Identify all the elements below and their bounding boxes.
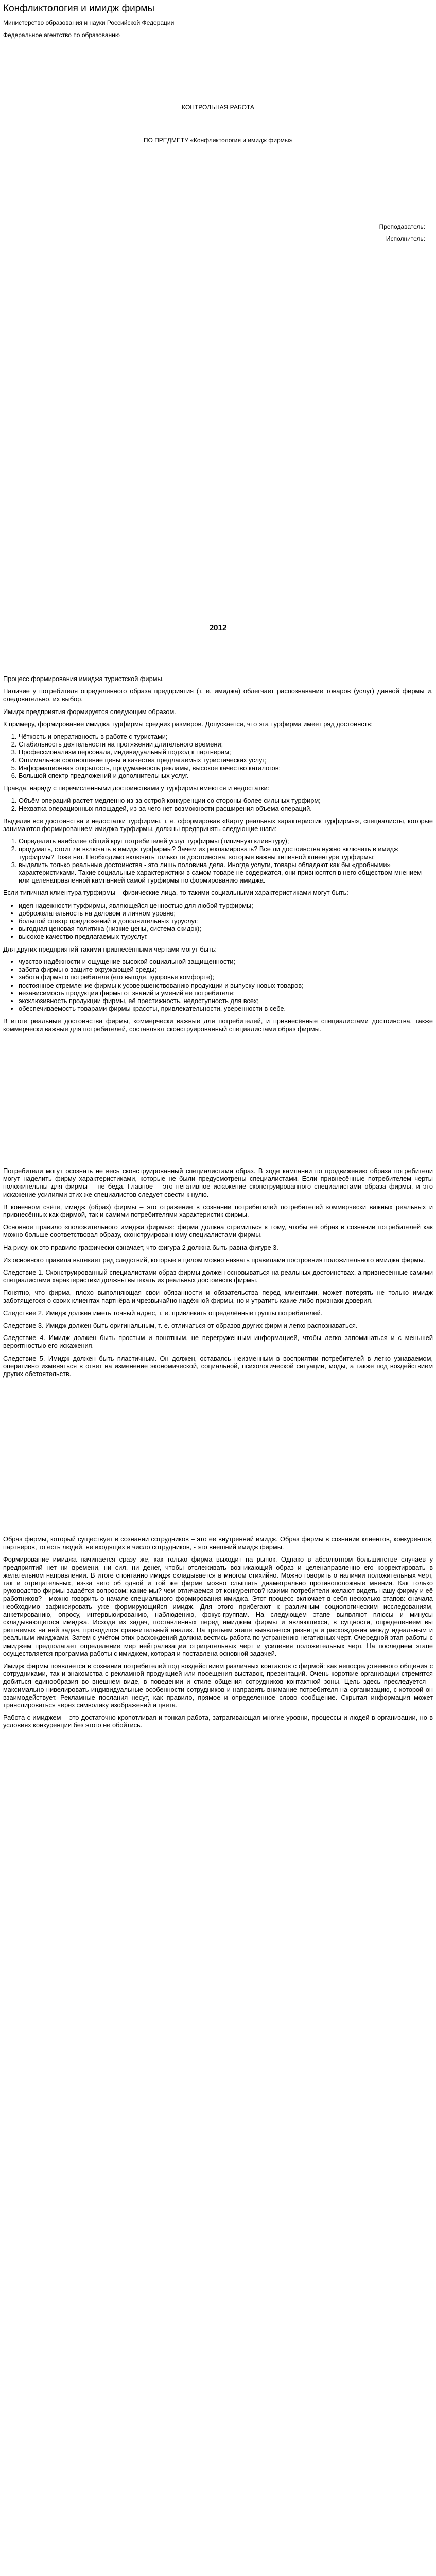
list-item: 3. Профессионализм персонала, индивидуальный подход к партнерам;	[19, 748, 433, 756]
paragraph: Понятно, что фирма, плохо выполняющая свои обязанности и обязательства перед клиентами, может потерять не только имидж заботящегося о своих клиентах партнёра и чрезвычайно надёжной фирмы, но и утратить какие-либо признаки доверия.	[3, 1289, 433, 1304]
agency-line: Федеральное агентство по образованию	[3, 31, 120, 39]
paragraph: Имидж предприятия формируется следующим образом.	[3, 707, 176, 716]
list-item: • чувство надёжности и ощущение высокой социальной защищенности;	[19, 958, 433, 965]
list-item: 2. Стабильность деятельности на протяжении длительного времени;	[19, 740, 433, 748]
list-item: • независимость продукции фирмы от знаний и умений её потребителя;	[19, 989, 433, 997]
list-item: 3. выделить только реальные достоинства - это лишь половина дела. Иногда услуги, товары обладают как бы «дробными» характеристиками. Такие социальные характеристики в самом товаре не содержатся, они привносятся в него обществом мнением или целенаправленной кампанией самой турфирмы по формированию имиджа.	[19, 861, 433, 885]
list-item: • обеспечиваемость товарами фирмы красоты, привлекательности, уверенности в себе.	[19, 1005, 433, 1012]
executor-label: Исполнитель:	[386, 235, 425, 242]
paragraph: Из основного правила вытекает ряд следствий, которые в целом можно назвать правилами построения положительного имиджа фирмы.	[3, 1256, 425, 1264]
paragraph: Следствие 5. Имидж должен быть пластичным. Он должен, оставаясь неизменным в восприятии потребителей в легко узнаваемом, оперативно изменяться в ответ на изменение экономической, социальной, психологической ситуации, моды, а также под воздействием других обстоятельств.	[3, 1354, 433, 1378]
teacher-label: Преподаватель:	[379, 223, 425, 230]
list-item: • постоянное стремление фирмы к усовершенствованию продукции и выпуску новых товаров;	[19, 981, 433, 989]
list-item: • большой спектр предложений и дополнительных туруслуг;	[19, 917, 433, 925]
paragraph: Следствие 3. Имидж должен быть оригинальным, т. е. отличаться от образов других фирм и легко распознаваться.	[3, 1321, 358, 1330]
list-item: • идея надежности турфирмы, являющейся ценностью для любой турфирмы;	[19, 902, 433, 909]
list-item: • эксклюзивность продукции фирмы, её престижность, недоступность для всех;	[19, 997, 433, 1005]
paragraph: Следствие 1. Сконструированный специалистами образ фирмы должен основываться на реальных достоинствах, а привнесённые самими специалистами характеристики должны вытекать из реальных достоинств фирмы.	[3, 1268, 433, 1284]
list-item: 2. продумать, стоит ли включать в имидж турфирмы? Зачем их рекламировать? Все ли достоинства нужно включать в имидж турфирмы? Тоже нет. Необходимо включить только те достоинства, которые важны типичной клиентуре турфирмы;	[19, 845, 433, 860]
paragraph: Наличие у потребителя определенного образа предприятия (т. е. имиджа) облегчает распознавание товаров (услуг) данной фирмы и, следовательно, их выбор.	[3, 687, 433, 703]
paragraph: Основное правило «положительного имиджа фирмы»: фирма должна стремиться к тому, чтобы её образ в сознании потребителей как можно больше соответствовал образу, сконструированному специалистами фирмы.	[3, 1223, 433, 1239]
subject-line: ПО ПРЕДМЕТУ «Конфликтология и имидж фирмы»	[143, 137, 293, 144]
list-item: 6. Большой спектр предложений и дополнительных услуг.	[19, 772, 433, 779]
paragraph: Работа с имиджем – это достаточно кропотливая и тонкая работа, затрагивающая многие уровни, процессы и людей в организации, но в условиях конкуренции без этого не обойтись.	[3, 1714, 433, 1730]
section-image-formation	[3, 675, 433, 1038]
list-item: • выгодная ценовая политика (низкие цены, система скидок);	[19, 925, 433, 933]
paragraph: Правда, наряду с перечисленными достоинствами у турфирмы имеются и недостатки:	[3, 784, 270, 792]
paragraph: Имидж фирмы появляется в сознании потребителей под воздействием различных контактов с фирмой: как непосредственного общения с сотрудниками, так и знакомства с рекламной продукцией или посещения выставок, презентаций. Очень короткие организации стремятся добиться единообразия во внешнем виде, в поведении и стиле общения сотрудников контактной зоны. Цель здесь преследуется – максимально нивелировать индивидуальные особенности сотрудников и направить внимание потребителя на организацию, с которой он взаимодействует. Рекламные послания несут, как правило, прямое и определенное слово сообщение. Скрытая информация может транслироваться через символику изображений и цвета.	[3, 1662, 433, 1709]
paragraph: Формирование имиджа начинается сразу же, как только фирма выходит на рынок. Однако в абсолютном большинстве случаев у предприятий нет ни времени, ни сил, ни денег, чтобы отслеживать возникающий образ и целенаправленно его корректировать в желательном направлении. В итоге спонтанно имидж складывается в многом стихийно. Можно говорить о наличии положительных черт, так и отрицательных, из-за чего об одной и той же фирме можно слышать диаметрально противоположные мнения. Как только руководство фирмы задаётся вопросом: какие мы? чем отличаемся от конкурентов? какими потребители желают видеть нашу фирму и её работников? - можно говорить о начале специального формирования имиджа. Этот процесс включает в себя несколько этапов: сначала необходимо зафиксировать уже формирующийся имидж. Для этого прибегают к различным социологическим исследованиям, анкетированию, опросу, интервьюированию, наблюдению, фокус-группам. На следующем этапе выявляют плюсы и минусы складывающегося имиджа. Исходя из задач, поставленных перед имиджем фирмы и являющихся, в сущности, определением вы решаемых на ней задач, проводится сравнительный анализ. На третьем этапе выявляется разница и расхождения между идеальным и реальным имиджами. Затем с учётом этих расхождений должна вестись работа по устранению негативных черт. Очередной этап работы с имиджем предполагает определение мер нейтрализации отрицательных черт и усиления положительных черт. На последнем этапе осуществляется программа работы с имиджем, которая и поставлена основной задачей.	[3, 1555, 433, 1657]
disadvantages-list	[3, 796, 433, 812]
work-type: КОНТРОЛЬНАЯ РАБОТА	[182, 104, 254, 111]
paragraph: Образ фирмы, который существует в сознании сотрудников – это ее внутренний имидж. Образ фирмы в сознании клиентов, конкурентов, партнеров, то есть людей, не входящих в число сотрудников, - это внешний имидж фирмы.	[3, 1535, 433, 1551]
paragraph: В итоге реальные достоинства фирмы, коммерчески важные для потребителей, и привнесённые специалистами достоинства, также коммерчески важные для потребителей, составляют сконструированный специалистами образ фирмы.	[3, 1017, 433, 1033]
list-item: • высокое качество предлагаемых туруслуг.	[19, 933, 433, 940]
paragraph: Следствие 2. Имидж должен иметь точный адрес, т. е. привлекать определённые группы потребителей.	[3, 1309, 323, 1317]
list-item: 4. Оптимальное соотношение цены и качества предлагаемых туристических услуг;	[19, 756, 433, 764]
list-item: • забота фирмы о защите окружающей среды;	[19, 965, 433, 973]
paragraph: На рисунок это правило графически означает, что фигура 2 должна быть равна фигуре 3.	[3, 1243, 278, 1251]
year: 2012	[209, 623, 227, 632]
paragraph: Следствие 4. Имидж должен быть простым и понятным, не перегруженным информацией, чтобы легко запоминаться и с меньшей вероятностью его искажения.	[3, 1334, 433, 1350]
paragraph: Выделив все достоинства и недостатки турфирмы, т. е. сформировав «Карту реальных характеристик турфирмы», специалисты, которые занимаются формированием имиджа турфирмы, должны предпринять следующие шаги:	[3, 817, 433, 833]
list-item: • забота фирмы о потребителе (его выгоде, здоровье комфорте);	[19, 973, 433, 981]
steps-list	[3, 837, 433, 884]
ministry-line: Министерство образования и науки Российской Федерации	[3, 19, 175, 26]
list-item: 5. Информационная открытость, продуманность рекламы, высокое качество каталогов;	[19, 764, 433, 772]
list-item: 1. Чёткость и оперативность в работе с туристами;	[19, 733, 433, 740]
list-item: 1. Объём операций растет медленно из-за острой конкуренции со стороны более сильных турфирм;	[19, 796, 433, 804]
other-traits-list	[3, 958, 433, 1012]
paragraph: Если типичная клиентура турфирмы – физические лица, то такими социальными характеристиками могут быть:	[3, 889, 348, 897]
list-item: 1. Определить наиболее общий круг потребителей услуг турфирмы (типичную клиентуру);	[19, 837, 433, 845]
list-item: • доброжелательность на деловом и личном уровне;	[19, 909, 433, 917]
section-image-rules	[3, 1167, 433, 1382]
paragraph: Потребители могут осознать не весь сконструированный специалистами образ. В ходе кампании по продвижению образа потребители могут наделить фирму характеристиками, которые не были предусмотрены специалистами. Если привнесённые потребителем черты положительны для фирмы – не беда. Главное – это негативное искажение сконструированного специалистами образа фирмы, и это искажение усилиями этих же специалистов следует свести к нулю.	[3, 1167, 433, 1198]
list-item: 2. Нехватка операционных площадей, из-за чего нет возможности расширения объема операций.	[19, 805, 433, 812]
paragraph: К примеру, формирование имиджа турфирмы средних размеров. Допускается, что эта турфирма имеет ряд достоинств:	[3, 720, 373, 728]
paragraph: Для других предприятий такими привнесёнными чертами могут быть:	[3, 945, 217, 953]
social-traits-list	[3, 902, 433, 941]
section-image-internal-external	[3, 1535, 433, 1734]
document-title: Конфликтология и имидж фирмы	[3, 3, 154, 14]
advantages-list	[3, 733, 433, 779]
paragraph: Процесс формирования имиджа туристской фирмы.	[3, 675, 164, 683]
paragraph: В конечном счёте, имидж (образ) фирмы – это отражение в сознании потребителей потребителей коммерчески важных реальных и привнесённых как фирмой, так и самими потребителями характеристик фирмы.	[3, 1202, 433, 1219]
